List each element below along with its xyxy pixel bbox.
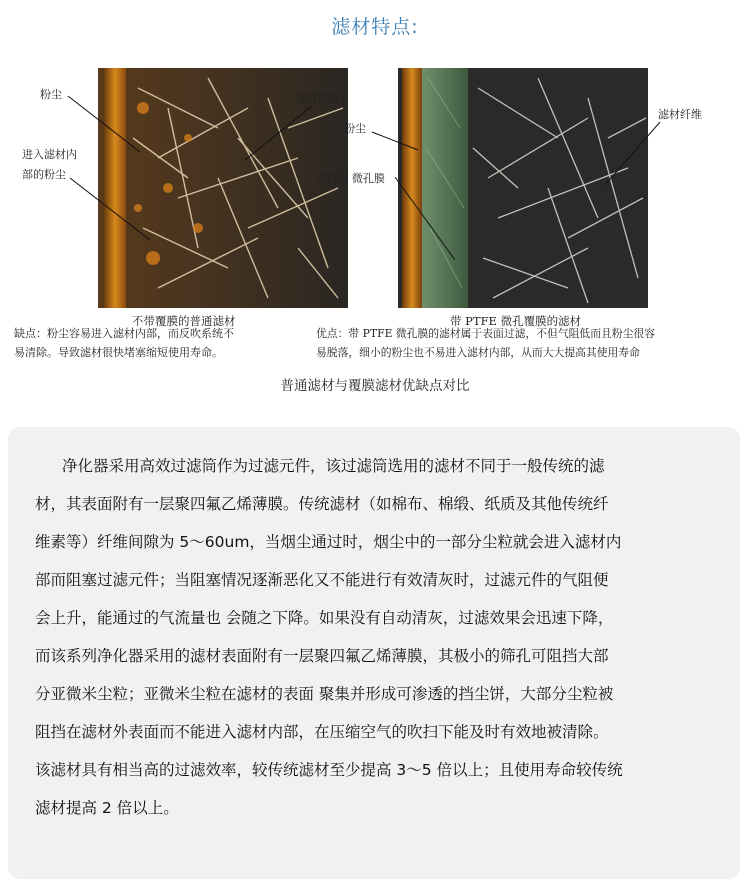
ptfe-filter-description-line: 优点：带 PTFE 微孔膜的滤材属于表面过滤，不但气阻低而且粉尘很容 [316, 327, 656, 340]
body-text-line: 该滤材具有相当高的过滤效率，较传统滤材至少提高 3～5 倍以上；且使用寿命较传统 [35, 761, 623, 779]
ptfe-filter-description-line: 易脱落，细小的粉尘也不易进入滤材内部，从而大大提高其使用寿命 [316, 346, 640, 359]
plain-filter-description [14, 324, 304, 362]
body-text-line: 滤材提高 2 倍以上。 [35, 799, 179, 817]
comparison-title: 普通滤材与覆膜滤材优缺点对比 [280, 378, 470, 394]
body-text-line: 维素等）纤维间隙为 5～60um，当烟尘通过时，烟尘中的一部分尘粒就会进入滤材内 [35, 533, 622, 551]
caption-plain-filter: 不带覆膜的普通滤材 [132, 314, 236, 328]
label-fiber-right: 滤材纤维 [658, 108, 702, 121]
body-text-line: 阻挡在滤材外表面而不能进入滤材内部，在压缩空气的吹扫下能及时有效地被清除。 [35, 723, 609, 741]
body-text-line: 净化器采用高效过滤筒作为过滤元件，该过滤筒选用的滤材不同于一般传统的滤 [62, 457, 605, 475]
label-inner-dust-line2: 部的粉尘 [22, 168, 66, 181]
body-text-line: 而该系列净化器采用的滤材表面附有一层聚四氟乙烯薄膜，其极小的筛孔可阻挡大部 [35, 647, 609, 665]
label-ptfe-membrane: PTFE 微孔膜 [318, 172, 385, 185]
label-dust-left: 粉尘 [40, 88, 62, 101]
section-title: 滤材特点: [331, 16, 419, 38]
body-text-line: 部而阻塞过滤元件；当阻塞情况逐渐恶化又不能进行有效清灰时，过滤元件的气阻便 [35, 571, 609, 589]
ptfe-filter-description [316, 324, 746, 362]
body-text-line: 材，其表面附有一层聚四氟乙烯薄膜。传统滤材（如棉布、棉缎、纸质及其他传统纤 [35, 495, 609, 513]
plain-filter-description-line: 缺点：粉尘容易进入滤材内部，而反吹系统不 [14, 327, 234, 340]
caption-ptfe-filter: 带 PTFE 微孔覆膜的滤材 [450, 314, 582, 328]
body-text-line: 分亚微米尘粒；亚微米尘粒在滤材的表面 聚集并形成可渗透的挡尘饼，大部分尘粒被 [35, 685, 614, 703]
label-dust-right: 粉尘 [344, 122, 366, 135]
plain-filter-description-line: 易清除。导致滤材很快堵塞缩短使用寿命。 [14, 346, 223, 359]
label-inner-dust-line1: 进入滤材内 [22, 148, 77, 161]
body-text-line: 会上升，能通过的气流量也 会随之下降。如果没有自动清灰，过滤效果会迅速下降， [35, 609, 614, 627]
label-fiber-left: 滤材纤维 [296, 92, 340, 105]
